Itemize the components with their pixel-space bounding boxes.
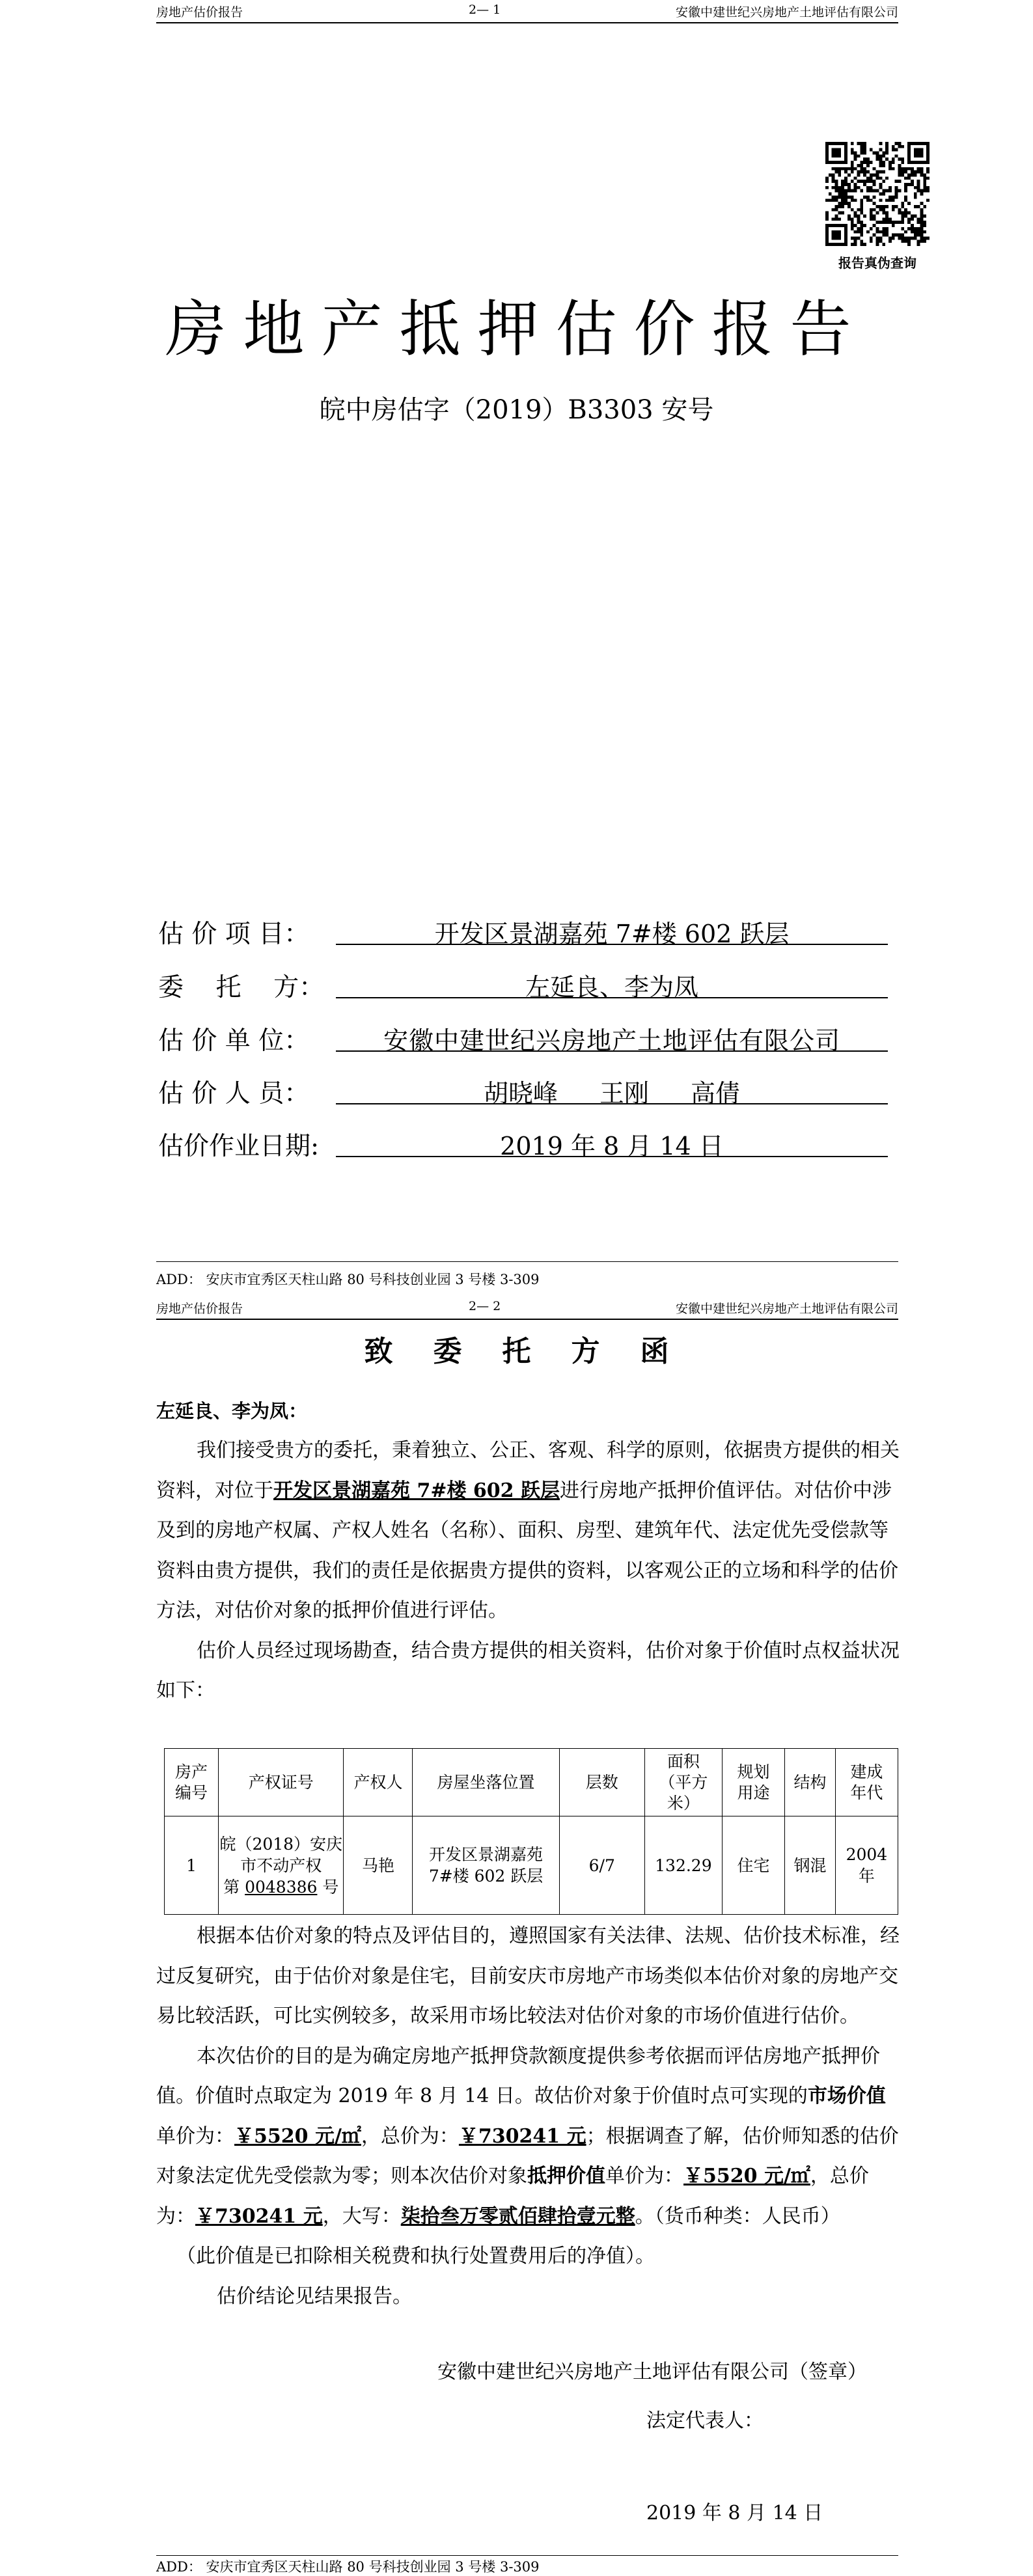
cell-area: 132.29 (644, 1816, 722, 1915)
column-header: 房屋坐落位置 (413, 1749, 559, 1816)
paragraph-survey: 估价人员经过现场勘查，结合贵方提供的相关资料，估价对象于价值时点权益状况如下： (156, 1639, 900, 1702)
text: ，总价为： (361, 2124, 459, 2148)
header-right: 安徽中建世纪兴房地产土地评估有限公司 (675, 5, 898, 20)
property-address: 开发区景湖嘉苑 7#楼 602 跃层 (273, 1479, 560, 1502)
text: 单价为： (605, 2165, 683, 2187)
text: 单价为： (156, 2124, 234, 2148)
page-header (156, 1296, 898, 1320)
field-label: 委 托 方： (158, 973, 325, 1002)
signature-representative: 法定代表人： (646, 2409, 764, 2432)
letter-title: 致委托方函 (364, 1335, 709, 1368)
field-label: 估 价 单 位： (158, 1026, 310, 1056)
field-value (336, 1073, 888, 1108)
appraiser-name: 高倩 (691, 1079, 741, 1108)
market-value-label: 市场价值 (807, 2085, 886, 2107)
paragraph-intro (156, 1431, 902, 1631)
mortgage-total-price: ￥730241 元 (195, 2204, 323, 2228)
text: ，总价为： (156, 2165, 869, 2228)
cell-certificate (219, 1816, 344, 1915)
cell-location: 开发区景湖嘉苑 7#楼 602 跃层 (413, 1816, 559, 1915)
column-header: 结构 (785, 1749, 836, 1816)
property-table (164, 1748, 898, 1915)
column-header: 层数 (559, 1749, 644, 1816)
field-label: 估 价 项 目： (158, 920, 310, 949)
table-row (165, 1816, 898, 1915)
market-unit-price: ￥5520 元/㎡ (234, 2124, 361, 2148)
header-left: 房地产估价报告 (156, 5, 243, 20)
cell-number: 1 (165, 1816, 219, 1915)
footer-address: ADD： 安庆市宜秀区天柱山路 80 号科技创业园 3 号楼 3-309 (156, 2559, 540, 2575)
footer-address: ADD： 安庆市宜秀区天柱山路 80 号科技创业园 3 号楼 3-309 (156, 1272, 540, 1287)
column-header: 规划 用途 (722, 1749, 784, 1816)
column-header: 面积 （平方 米） (644, 1749, 722, 1816)
text: 号 (317, 1877, 339, 1897)
field-value: 安徽中建世纪兴房地产土地评估有限公司 (336, 1021, 888, 1052)
column-header: 房产 编号 (165, 1749, 219, 1816)
paragraph-method: 根据本估价对象的特点及评估目的，遵照国家有关法律、法规、估价技术标准，经过反复研究，由于估价对象是住宅，目前安庆市房地产市场类似本估价对象的房地产交易比较活跃，可比实例较多，故采用市场比较法对估价对象的市场价值进行估价。 (156, 1925, 900, 2027)
letter-page (0, 1296, 1033, 2575)
cell-structure: 钢混 (785, 1816, 836, 1915)
field-label: 估价作业日期: (158, 1132, 320, 1161)
salutation: 左延良、李为凤： (156, 1400, 308, 1422)
header-right: 安徽中建世纪兴房地产土地评估有限公司 (675, 1302, 898, 1316)
footer-divider (156, 1261, 898, 1262)
certificate-number: 0048386 (245, 1877, 318, 1897)
header-page-number: 2— 1 (469, 3, 501, 17)
mortgage-unit-price: ￥5520 元/㎡ (683, 2165, 810, 2187)
header-page-number: 2— 2 (469, 1299, 501, 1313)
field-value: 开发区景湖嘉苑 7#楼 602 跃层 (336, 914, 888, 945)
text: 本次估价的目的是为确定房地产抵押贷款额度提供参考依据而评估房地产抵押价值。价值时点取定为 2019 年 8 月 14 日。故估价对象于价值时点可实现的 (156, 2044, 880, 2107)
text: ；根据调查了解，估价师知悉的估价对象法定优先受偿款为零；则本次估价对象 (156, 2124, 899, 2187)
market-total-price: ￥730241 元 (458, 2124, 586, 2148)
report-title: 房地产抵押估价报告 (165, 294, 868, 365)
amount-in-words: 柒拾叁万零贰佰肆拾壹元整 (400, 2204, 635, 2228)
cell-owner: 马艳 (344, 1816, 413, 1915)
text: ，大写： (322, 2204, 401, 2228)
text: 。（货币种类：人民币） (635, 2204, 840, 2228)
header-left: 房地产估价报告 (156, 1302, 243, 1316)
page-header (156, 0, 898, 23)
document-number: 皖中房估字（2019）B3303 安号 (319, 395, 714, 425)
qr-caption: 报告真伪查询 (838, 255, 916, 271)
footer-divider (156, 2555, 898, 2556)
text: 进行房地产抵押价值评估。对估价中涉及到的房地产权属、产权人姓名（名称）、面积、房型、建筑年代、法定优先受偿款等资料由贵方提供，我们的责任是依据贵方提供的资料，以客观公正的立场和科学的估价方法，对估价对象的抵押价值进行评估。 (156, 1479, 898, 1622)
table-header-row (165, 1749, 898, 1816)
cell-floors: 6/7 (559, 1816, 644, 1915)
appraiser-name: 胡晓峰 (483, 1079, 558, 1108)
letter-body-continued (156, 1916, 902, 2316)
field-label: 估 价 人 员： (158, 1079, 310, 1108)
signature-company: 安徽中建世纪兴房地产土地评估有限公司（签章） (437, 2361, 867, 2383)
text: 皖（2018）安庆 市不动产权 第 (219, 1834, 343, 1897)
text: 我们接受贵方的委托，秉着独立、公正、客观、科学的原则，依据贵方提供的相关资料，对位于 (156, 1439, 900, 1502)
field-value: 左延良、李为凤 (336, 967, 888, 998)
field-value: 2019 年 8 月 14 日 (336, 1126, 888, 1157)
column-header: 产权证号 (219, 1749, 344, 1816)
letter-body (156, 1394, 902, 1711)
paragraph-see-report: 估价结论见结果报告。 (217, 2284, 412, 2308)
mortgage-value-label: 抵押价值 (527, 2165, 605, 2187)
paragraph-net-note: （此价值是已扣除相关税费和执行处置费用后的净值）。 (176, 2245, 655, 2268)
signature-date: 2019 年 8 月 14 日 (646, 2502, 823, 2525)
appraiser-name: 王刚 (599, 1079, 649, 1108)
cell-use: 住宅 (722, 1816, 784, 1915)
paragraph-valuation (156, 2036, 902, 2237)
qr-code[interactable] (825, 142, 930, 246)
column-header: 产权人 (344, 1749, 413, 1816)
cell-year: 2004 年 (835, 1816, 898, 1915)
column-header: 建成 年代 (835, 1749, 898, 1816)
